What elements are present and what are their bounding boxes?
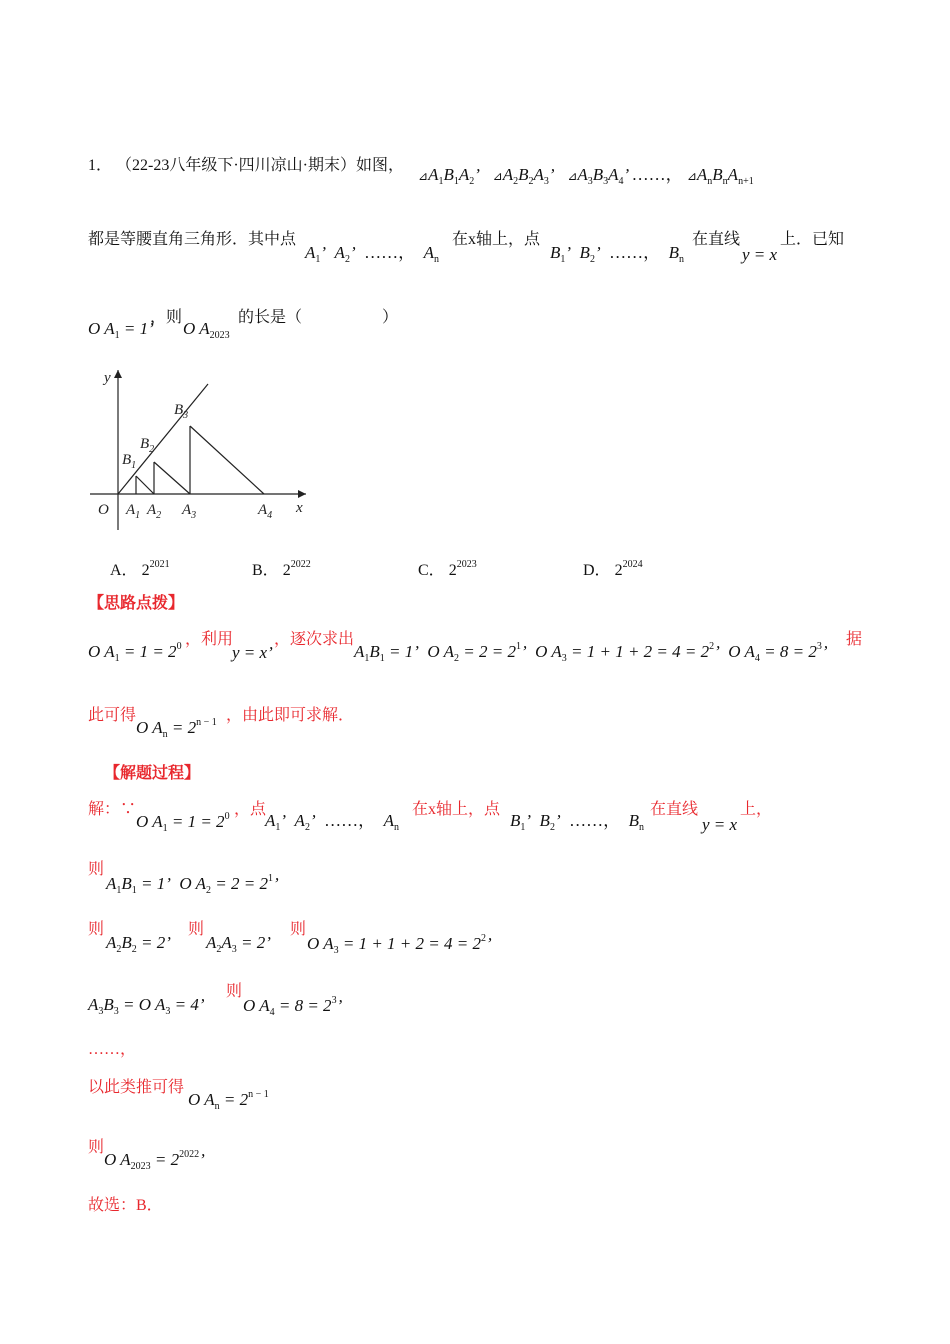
line-y-eq-x bbox=[118, 384, 208, 494]
axis-y-label: y bbox=[104, 370, 111, 386]
sol-on-x: 在x轴上，点 bbox=[412, 801, 501, 818]
length-question: 的长是（ ） bbox=[238, 309, 399, 326]
sol-step-2b: $A_2A_3 = 2$’ bbox=[206, 933, 271, 955]
hint-title: 【思路点拨】 bbox=[88, 595, 185, 612]
triangle-list: $⊿A_1B_1A_2$’ $⊿A_2B_2A_3$’ $⊿A_3B_3A_4$’ ……， $⊿A_nB_nA_{n+1}$ bbox=[418, 165, 754, 187]
solution-start: 解：∵ bbox=[88, 801, 137, 818]
problem-number: 1． bbox=[88, 157, 113, 174]
sol-ellipsis: ……， bbox=[88, 1041, 137, 1058]
hint-line: y = x’ bbox=[232, 643, 273, 662]
sol-step-3b: O $A_4 = 8 = 2^3$’ bbox=[243, 995, 343, 1018]
hint-line2a: 此可得 bbox=[88, 707, 137, 724]
problem-line-2: 都是等腰直角三角形．其中点 bbox=[88, 231, 297, 248]
line2-end: 上．已知 bbox=[780, 231, 845, 248]
hint-values: $A_1B_1 = 1$’ O $A_2 = 2 = 2^1$’ O $A_3 = 1 + 1 + 2 = 4 = 2^2$’ O $A_4 = 8 = 2^3$’ bbox=[354, 641, 828, 664]
option-d[interactable]: D． $2^{2024}$ bbox=[583, 559, 643, 579]
sol-then-2: 则 bbox=[88, 921, 105, 938]
origin-label: O bbox=[98, 502, 109, 518]
solution-title: 【解题过程】 bbox=[104, 765, 201, 782]
svg-text:A4: $A_4$ bbox=[258, 502, 273, 521]
sol-general: O $A_n = 2^{n - 1}$ bbox=[188, 1089, 269, 1112]
svg-text:A3: $A_3$ bbox=[182, 502, 197, 521]
axis-x-label: x bbox=[296, 500, 303, 516]
sol-by-analogy: 以此类推可得 bbox=[88, 1079, 185, 1096]
oa1-given: O $A_1 = 1$’ bbox=[88, 319, 154, 341]
sol-step-2c: O $A_3 = 1 + 1 + 2 = 4 = 2^2$’ bbox=[307, 933, 492, 956]
hint-solve: ，逐次求出 bbox=[274, 631, 355, 648]
problem-line-1 bbox=[88, 158, 404, 174]
option-b[interactable]: B． $2^{2022}$ bbox=[252, 559, 311, 579]
on-x-axis: 在x轴上，点 bbox=[452, 231, 541, 248]
a-points: $A_1$’ $A_2$’ ……， $A_n$ bbox=[305, 243, 439, 265]
svg-text:A1: $A_1$ bbox=[126, 502, 141, 521]
hint-oa1: O $A_1 = 1 = 2^0$ bbox=[88, 641, 182, 664]
sol-oa1: O $A_1 = 1 = 2^0$ bbox=[136, 811, 230, 834]
figure bbox=[80, 362, 320, 532]
sol-answer: 故选：B． bbox=[88, 1197, 163, 1214]
then-word: ，则 bbox=[150, 309, 183, 326]
oa2023: O $A_{2023}$ bbox=[183, 319, 230, 341]
hint-by: 据 bbox=[846, 631, 863, 648]
sol-then-1: 则 bbox=[88, 861, 105, 878]
problem-intro: 如图， bbox=[356, 157, 405, 174]
sol-step-2a: $A_2B_2 = 2$’ bbox=[106, 933, 171, 955]
sol-step-1: $A_1B_1 = 1$’ O $A_2 = 2 = 2^1$’ bbox=[106, 873, 279, 896]
svg-text:B1: $B_1$ bbox=[122, 452, 137, 471]
b-points: $B_1$’ $B_2$’ ……， $B_n$ bbox=[550, 243, 684, 265]
on-line: 在直线 bbox=[692, 231, 741, 248]
sol-b-points: $B_1$’ $B_2$’ ……， $B_n$ bbox=[510, 811, 644, 833]
hint-oan: O $A_n = 2^{n - 1}$ bbox=[136, 717, 217, 740]
option-a[interactable]: A． $2^{2021}$ bbox=[110, 559, 170, 579]
sol-a-points: $A_1$’ $A_2$’ ……， $A_n$ bbox=[265, 811, 399, 833]
hint-use: ，利用 bbox=[185, 631, 234, 648]
hint-line2b: ，由此即可求解． bbox=[226, 707, 355, 724]
line-eq: y = x bbox=[742, 245, 778, 264]
sol-line-eq: y = x bbox=[702, 815, 738, 834]
sol-then-final: 则 bbox=[88, 1139, 105, 1156]
svg-text:B2: $B_2$ bbox=[140, 436, 155, 455]
sol-step-3a: $A_3B_3 = O$ $A_3 = 4$’ bbox=[88, 995, 205, 1017]
problem-source: （22-23八年级下·四川凉山·期末） bbox=[116, 157, 357, 174]
sol-final: O $A_{2023} = 2^{2022}$’ bbox=[104, 1149, 205, 1172]
sol-point-word: ，点 bbox=[234, 801, 267, 818]
sol-on-line: 在直线 bbox=[650, 801, 699, 818]
svg-text:B3: $B_3$ bbox=[174, 402, 189, 421]
option-c[interactable]: C． $2^{2023}$ bbox=[418, 559, 477, 579]
svg-text:A2: $A_2$ bbox=[147, 502, 162, 521]
